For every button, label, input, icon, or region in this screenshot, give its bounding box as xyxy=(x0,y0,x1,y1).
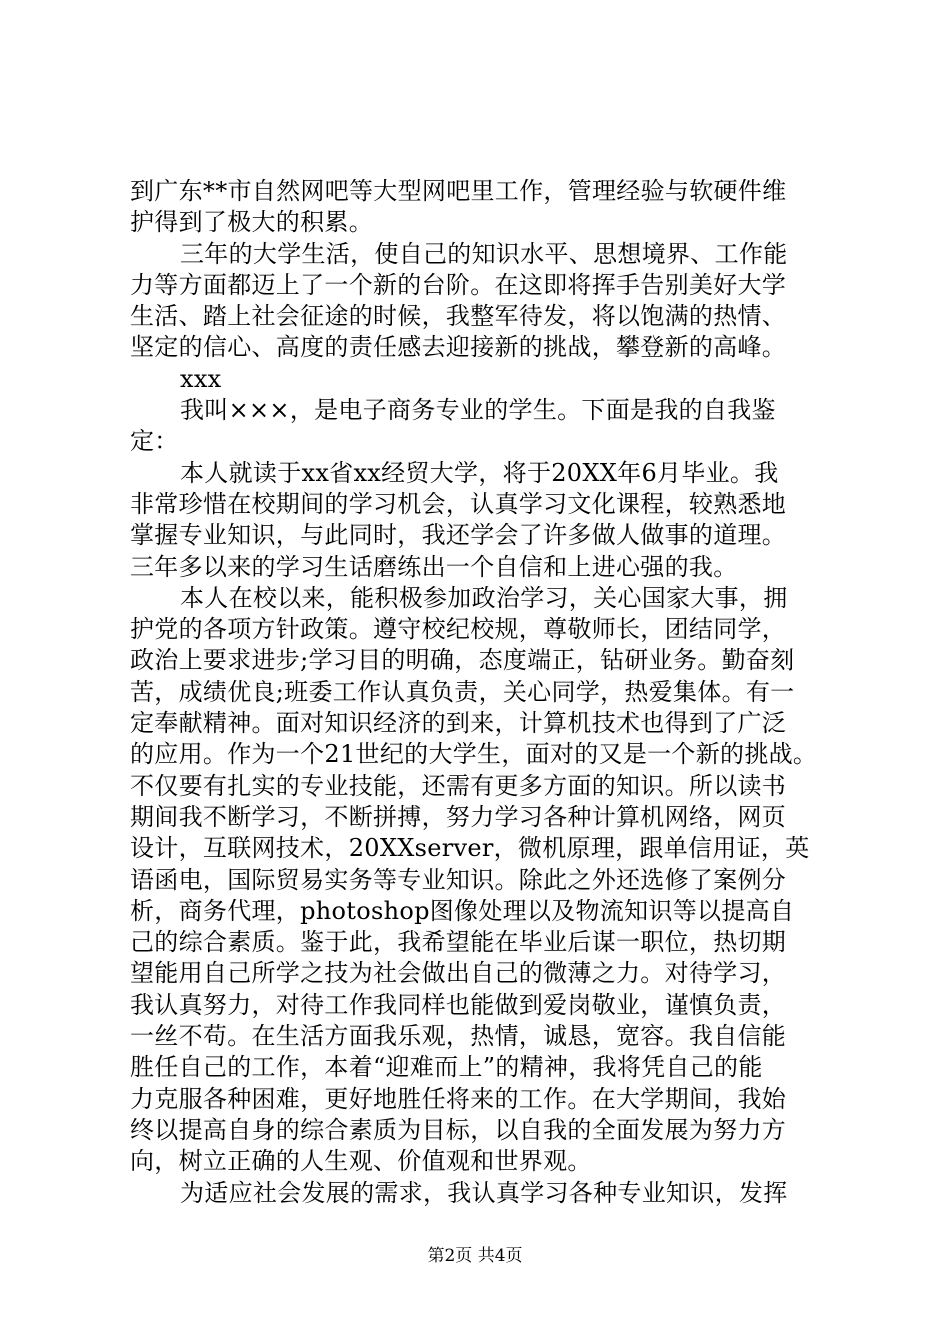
text-line: 掌握专业知识，与此同时，我还学会了许多做人做事的道理。 xyxy=(130,521,787,550)
text-line: 护党的各项方针政策。遵守校纪校规，尊敬师长，团结同学， xyxy=(130,615,787,644)
text-line: 力克服各种困难，更好地胜任将来的工作。在大学期间，我始 xyxy=(130,1084,787,1113)
text-line: 苦，成绩优良;班委工作认真负责，关心同学，热爱集体。有一 xyxy=(130,677,795,706)
text-line: 望能用自己所学之技为社会做出自己的微薄之力。对待学习， xyxy=(130,959,787,988)
text-line: 己的综合素质。鉴于此，我希望能在毕业后谋一职位，热切期 xyxy=(130,928,787,957)
text-line: 三年的大学生活，使自己的知识水平、思想境界、工作能 xyxy=(180,239,788,268)
text-line: 力等方面都迈上了一个新的台阶。在这即将挥手告别美好大学 xyxy=(130,270,787,299)
text-line: 生活、踏上社会征途的时候，我整军待发，将以饱满的热情、 xyxy=(130,302,787,331)
text-line: 期间我不断学习，不断拼搏，努力学习各种计算机网络，网页 xyxy=(130,802,787,831)
text-line: 设计，互联网技术，20XXserver，微机原理，跟单信用证，英 xyxy=(130,834,810,863)
text-line: 我叫×××，是电子商务专业的学生。下面是我的自我鉴 xyxy=(180,396,776,425)
text-line: 一丝不苟。在生活方面我乐观，热情，诚恳，宽容。我自信能 xyxy=(130,1022,787,1051)
text-line: 的应用。作为一个21世纪的大学生，面对的又是一个新的挑战。 xyxy=(130,740,818,769)
text-line: 析，商务代理，photoshop图像处理以及物流知识等以提高自 xyxy=(130,896,795,925)
text-line: 本人就读于xx省xx经贸大学，将于20XX年6月毕业。我 xyxy=(180,458,779,487)
text-line: 向，树立正确的人生观、价值观和世界观。 xyxy=(130,1147,592,1176)
text-line: 非常珍惜在校期间的学习机会，认真学习文化课程，较熟悉地 xyxy=(130,489,787,518)
text-line: 政治上要求进步;学习目的明确，态度端正，钻研业务。勤奋刻 xyxy=(130,646,795,675)
text-line: 三年多以来的学习生话磨练出一个自信和上进心强的我。 xyxy=(130,552,738,581)
text-line: 为适应社会发展的需求，我认真学习各种专业知识，发挥 xyxy=(180,1178,788,1207)
text-line: 到广东**市自然网吧等大型网吧里工作，管理经验与软硬件维 xyxy=(130,177,787,205)
document-body xyxy=(130,176,850,1209)
text-line: 语函电，国际贸易实务等专业知识。除此之外还选修了案例分 xyxy=(130,865,787,894)
text-line: 坚定的信心、高度的责任感去迎接新的挑战，攀登新的高峰。 xyxy=(130,333,787,362)
text-line: 终以提高自身的综合素质为目标，以自我的全面发展为努力方 xyxy=(130,1115,787,1144)
text-line: 本人在校以来，能积极参加政治学习，关心国家大事，拥 xyxy=(180,583,788,612)
text-line: 我认真努力，对待工作我同样也能做到爱岗敬业，谨慎负责， xyxy=(130,990,787,1019)
text-line: 不仅要有扎实的专业技能，还需有更多方面的知识。所以读书 xyxy=(130,771,787,800)
text-line: xxx xyxy=(180,364,222,393)
text-line: 定奉献精神。面对知识经济的到来，计算机技术也得到了广泛 xyxy=(130,709,787,738)
text-line: 护得到了极大的积累。 xyxy=(130,208,373,237)
text-line: 定： xyxy=(130,427,179,456)
page-number-footer: 第2页 共4页 xyxy=(427,1246,523,1266)
text-line: 胜任自己的工作，本着“迎难而上”的精神，我将凭自己的能 xyxy=(130,1053,763,1082)
